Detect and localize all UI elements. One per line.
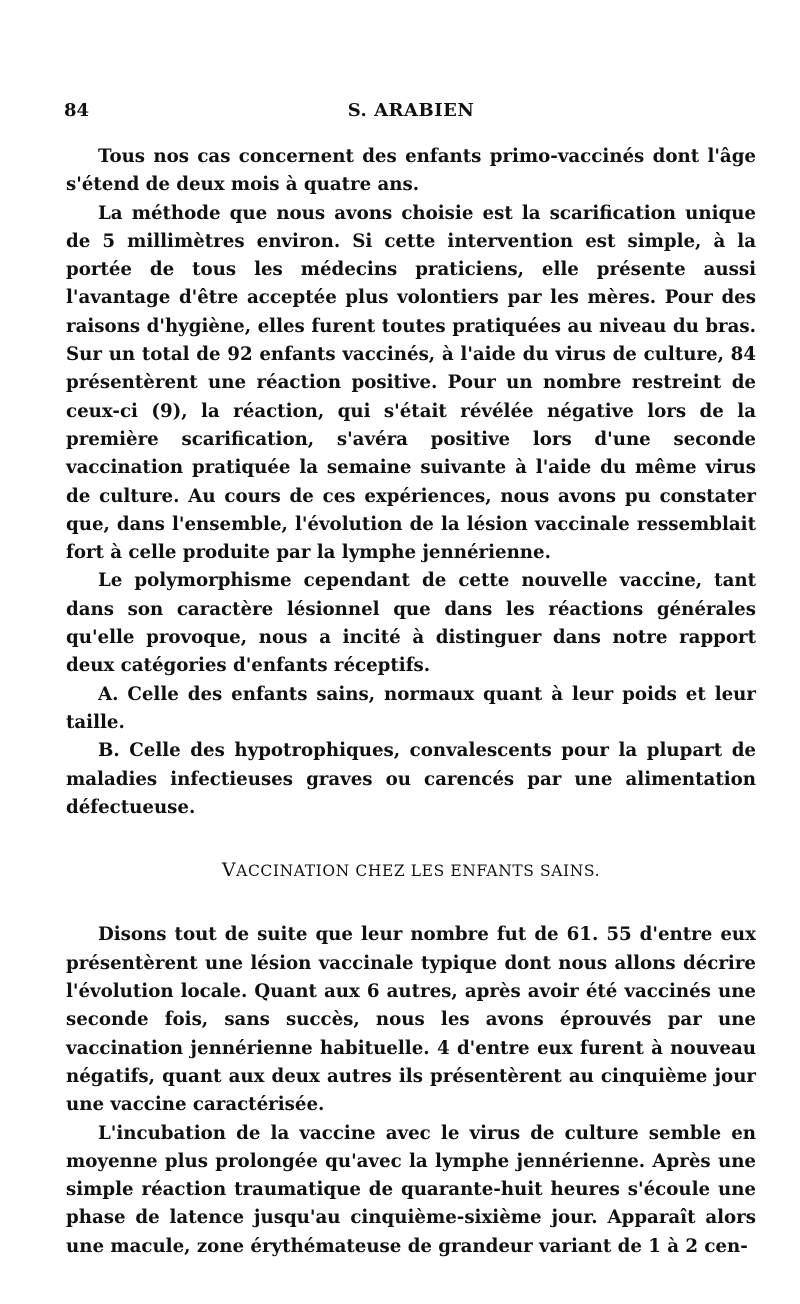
paragraph: A. Celle des enfants sains, normaux quant à leur poids et leur taille. [66, 683, 756, 733]
paragraph: L'incubation de la vaccine avec le virus de culture semble en moyenne plus prolongée qu'avec la lymphe jennérienne. Après une simple réaction traumatique de quarante-huit heures s'écoule une phase de latence jusqu'au cinquième-sixième jour. Apparaît alors une macule, zone érythémateuse de grandeur variant de 1 à 2 cen- [66, 1122, 756, 1257]
section-heading [66, 856, 756, 885]
document-page [66, 0, 756, 1304]
section-heading-initial: V [221, 859, 237, 882]
page-header [66, 100, 756, 124]
body-text [66, 143, 756, 1261]
paragraph: B. Celle des hypotrophiques, convalescents pour la plupart de maladies infectieuses graves ou carencés par une alimentation défectueuse. [66, 740, 756, 818]
paragraph: La méthode que nous avons choisie est la scarification unique de 5 millimètres environ. Si cette intervention est simple, à la portée de tous les médecins praticiens, elle présente aussi l'avantage d'être acceptée plus volontiers par les mères. Pour des raisons d'hygiène, elles furent toutes pratiquées au niveau du bras. Sur un total de 92 enfants vaccinés, à l'aide du virus de culture, 84 présentèrent une réaction positive. Pour un nombre restreint de ceux-ci (9), la réaction, qui s'était révélée négative lors de la première scarification, s'avéra positive lors d'une seconde vaccination pratiquée la semaine suivante à l'aide du même virus de culture. Au cours de ces expériences, nous avons pu constater que, dans l'ensemble, l'évolution de la lésion vaccinale ressemblait fort à celle produite par la lymphe jennérienne. [66, 202, 756, 564]
paragraph: Tous nos cas concernent des enfants primo-vaccinés dont l'âge s'étend de deux mois à quatre ans. [66, 146, 756, 196]
paragraph: Disons tout de suite que leur nombre fut de 61. 55 d'entre eux présentèrent une lésion vaccinale typique dont nous allons décrire l'évolution locale. Quant aux 6 autres, après avoir été vaccinés une seconde fois, sans succès, nous les avons éprouvés par une vaccination jennérienne habituelle. 4 d'entre eux furent à nouveau négatifs, quant aux deux autres ils présentèrent au cinquième jour une vaccine caractérisée. [66, 924, 756, 1116]
page-number: 84 [64, 100, 90, 121]
section-heading-rest: ACCINATION CHEZ LES ENFANTS SAINS. [236, 862, 601, 881]
paragraph: Le polymorphisme cependant de cette nouvelle vaccine, tant dans son caractère lésionnel que dans les réactions générales qu'elle provoque, nous a incité à distinguer dans notre rapport deux catégories d'enfants réceptifs. [66, 570, 756, 677]
running-head: S. ARABIEN [347, 100, 475, 121]
